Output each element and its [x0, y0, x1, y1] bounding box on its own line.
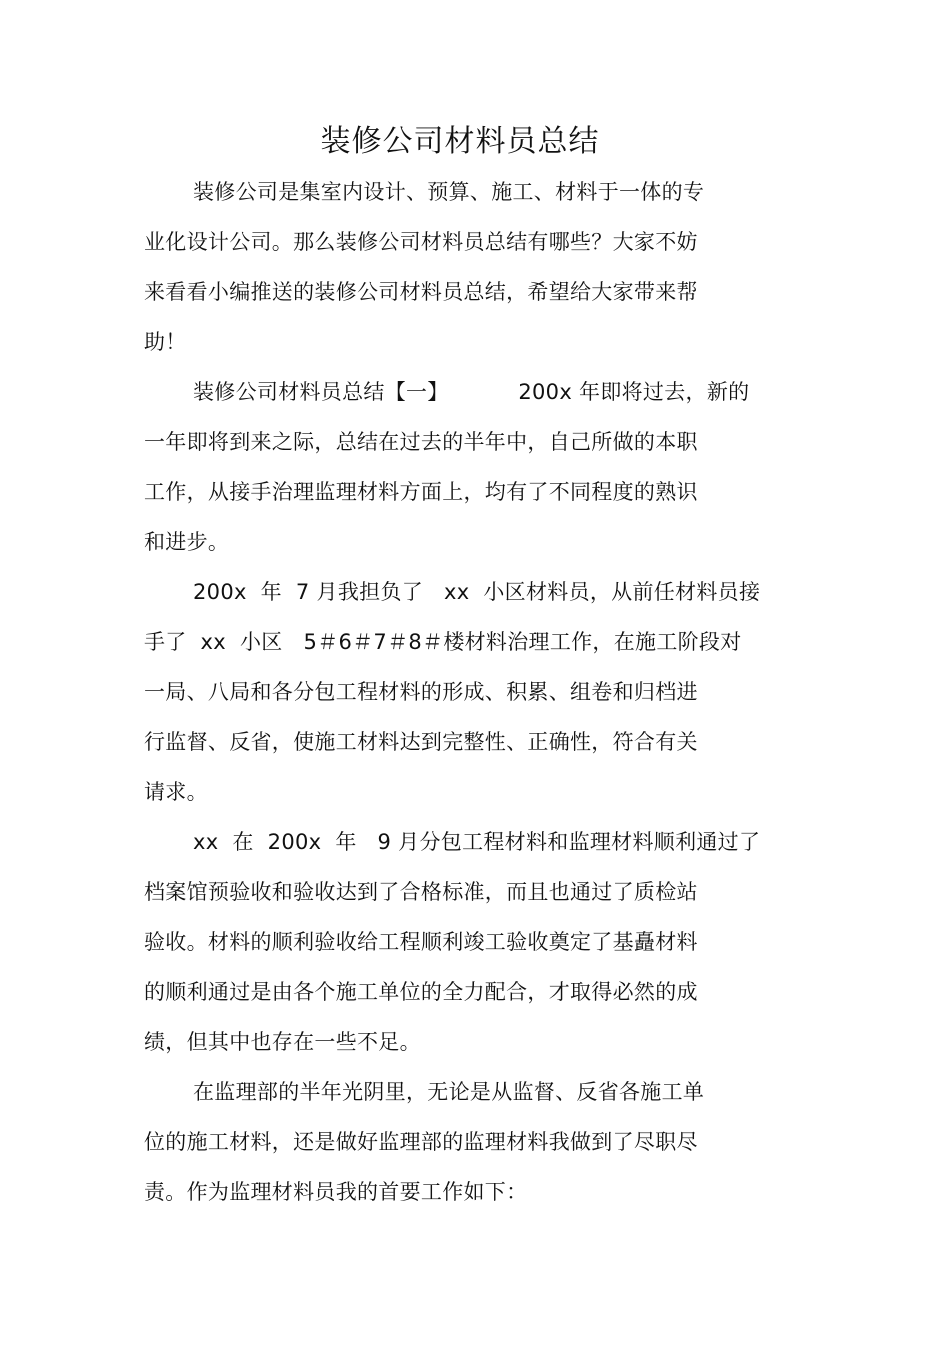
- paragraph-line: 的顺利通过是由各个施工单位的全力配合，才取得必然的成: [144, 980, 698, 1004]
- paragraph-line: 一局、八局和各分包工程材料的形成、积累、组卷和归档进: [144, 680, 698, 704]
- paragraph-line: 和进步。: [144, 530, 230, 554]
- paragraph-line: 装修公司材料员总结【一】 200x 年即将过去，新的: [193, 380, 750, 404]
- paragraph-line: xx 在 200x 年 9 月分包工程材料和监理材料顺利通过了: [193, 830, 761, 854]
- paragraph-line: 档案馆预验收和验收达到了合格标准，而且也通过了质检站: [144, 880, 698, 904]
- paragraph-line: 工作，从接手治理监理材料方面上，均有了不同程度的熟识: [144, 480, 698, 504]
- paragraph-line: 手了 xx 小区 5＃6＃7＃8＃楼材料治理工作，在施工阶段对: [144, 630, 742, 654]
- paragraph-line: 验收。材料的顺利验收给工程顺利竣工验收奠定了基矗材料: [144, 930, 698, 954]
- paragraph-line: 一年即将到来之际，总结在过去的半年中，自己所做的本职: [144, 430, 698, 454]
- paragraph-line: 助！: [144, 330, 187, 354]
- paragraph-line: 位的施工材料，还是做好监理部的监理材料我做到了尽职尽: [144, 1130, 698, 1154]
- paragraph-line: 绩，但其中也存在一些不足。: [144, 1030, 421, 1054]
- paragraph-line: 装修公司是集室内设计、预算、施工、材料于一体的专: [193, 180, 705, 204]
- paragraph-line: 请求。: [144, 780, 208, 804]
- paragraph-line: 来看看小编推送的装修公司材料员总结，希望给大家带来帮: [144, 280, 698, 304]
- document-title: 装修公司材料员总结: [320, 124, 600, 159]
- paragraph-line: 200x 年 7 月我担负了 xx 小区材料员，从前任材料员接: [193, 580, 761, 604]
- paragraph-line: 在监理部的半年光阴里，无论是从监督、反省各施工单: [193, 1080, 705, 1104]
- paragraph-line: 责。作为监理材料员我的首要工作如下：: [144, 1180, 528, 1204]
- paragraph-line: 业化设计公司。那么装修公司材料员总结有哪些？大家不妨: [144, 230, 698, 254]
- paragraph-line: 行监督、反省，使施工材料达到完整性、正确性，符合有关: [144, 730, 698, 754]
